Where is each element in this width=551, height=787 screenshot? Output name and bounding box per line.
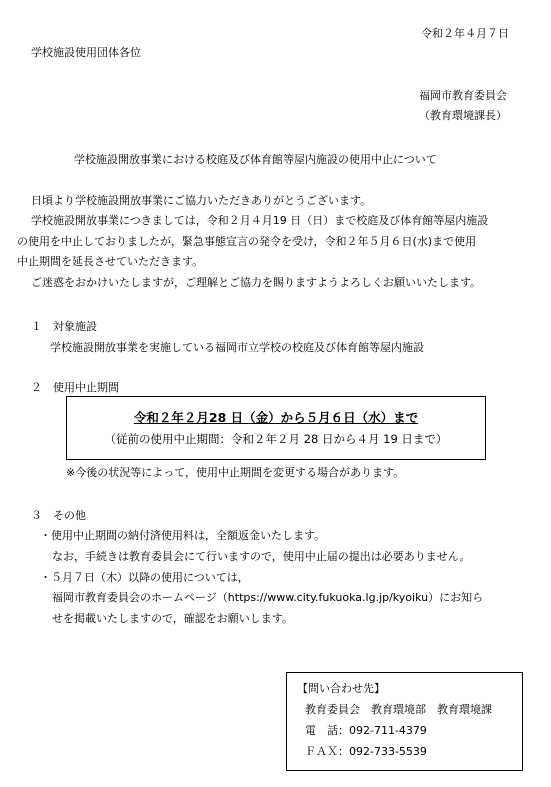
section-3-item-2: ・５月７日（木）以降の使用については， <box>40 571 249 584</box>
body-line-4: 中止期間を延長させていただきます。 <box>17 255 204 268</box>
contact-heading: 【問い合わせ先】 <box>297 682 385 695</box>
body-line-2: 学校施設開放事業につきましては，令和２月４月19 日（日）まで校庭及び体育館等屋内施設 <box>31 214 489 227</box>
contact-box <box>286 672 523 771</box>
issue-date: 令和２年４月７日 <box>421 27 509 40</box>
section-3-item-2-cont-2: せを掲載いたしますので，確認をお願いします。 <box>52 612 293 625</box>
section-2-heading: ２ 使用中止期間 <box>31 381 119 394</box>
sender-dept: （教育環境課長） <box>419 109 507 122</box>
period-note: ※今後の状況等によって，使用中止期間を変更する場合があります。 <box>66 466 405 479</box>
section-1-heading: １ 対象施設 <box>31 320 97 333</box>
period-box <box>66 396 486 460</box>
addressee: 学校施設使用団体各位 <box>31 46 141 59</box>
section-3-heading: ３ その他 <box>31 509 86 522</box>
body-line-1: 日頃より学校施設開放事業にご協力いただきありがとうございます。 <box>31 194 372 207</box>
period-previous: （従前の使用中止期間：令和２年２月 28 日から４月 19 日まで） <box>104 432 448 446</box>
period-main: 令和２年２月28 日（金）から５月６日（水）まで <box>133 410 419 425</box>
contact-phone: 電 話：092-711-4379 <box>305 724 427 737</box>
section-3-item-2-cont: 福岡市教育委員会のホームページ（https://www.city.fukuoka.lg.jp/kyoiku）にお知ら <box>52 591 484 604</box>
contact-fax: ＦＡＸ：092-733-5539 <box>305 745 427 758</box>
section-3-item-1: ・使用中止期間の納付済使用料は，全額返金いたします。 <box>40 529 326 542</box>
contact-dept: 教育委員会 教育環境部 教育環境課 <box>305 703 492 716</box>
section-3-item-1-cont: なお，手続きは教育委員会にて行いますので，使用中止届の提出は必要ありません。 <box>52 550 471 563</box>
body-line-3: の使用を中止しておりましたが，緊急事態宣言の発令を受け，令和２年５月６日(水)まで使用 <box>17 235 477 248</box>
section-1-text: 学校施設開放事業を実施している福岡市立学校の校庭及び体育館等屋内施設 <box>50 341 424 354</box>
sender-org: 福岡市教育委員会 <box>419 89 507 102</box>
document-title: 学校施設開放事業における校庭及び体育館等屋内施設の使用中止について <box>74 153 437 166</box>
body-line-5: ご迷惑をおかけいたしますが，ご理解とご協力を賜りますようよろしくお願いいたします。 <box>31 276 482 289</box>
